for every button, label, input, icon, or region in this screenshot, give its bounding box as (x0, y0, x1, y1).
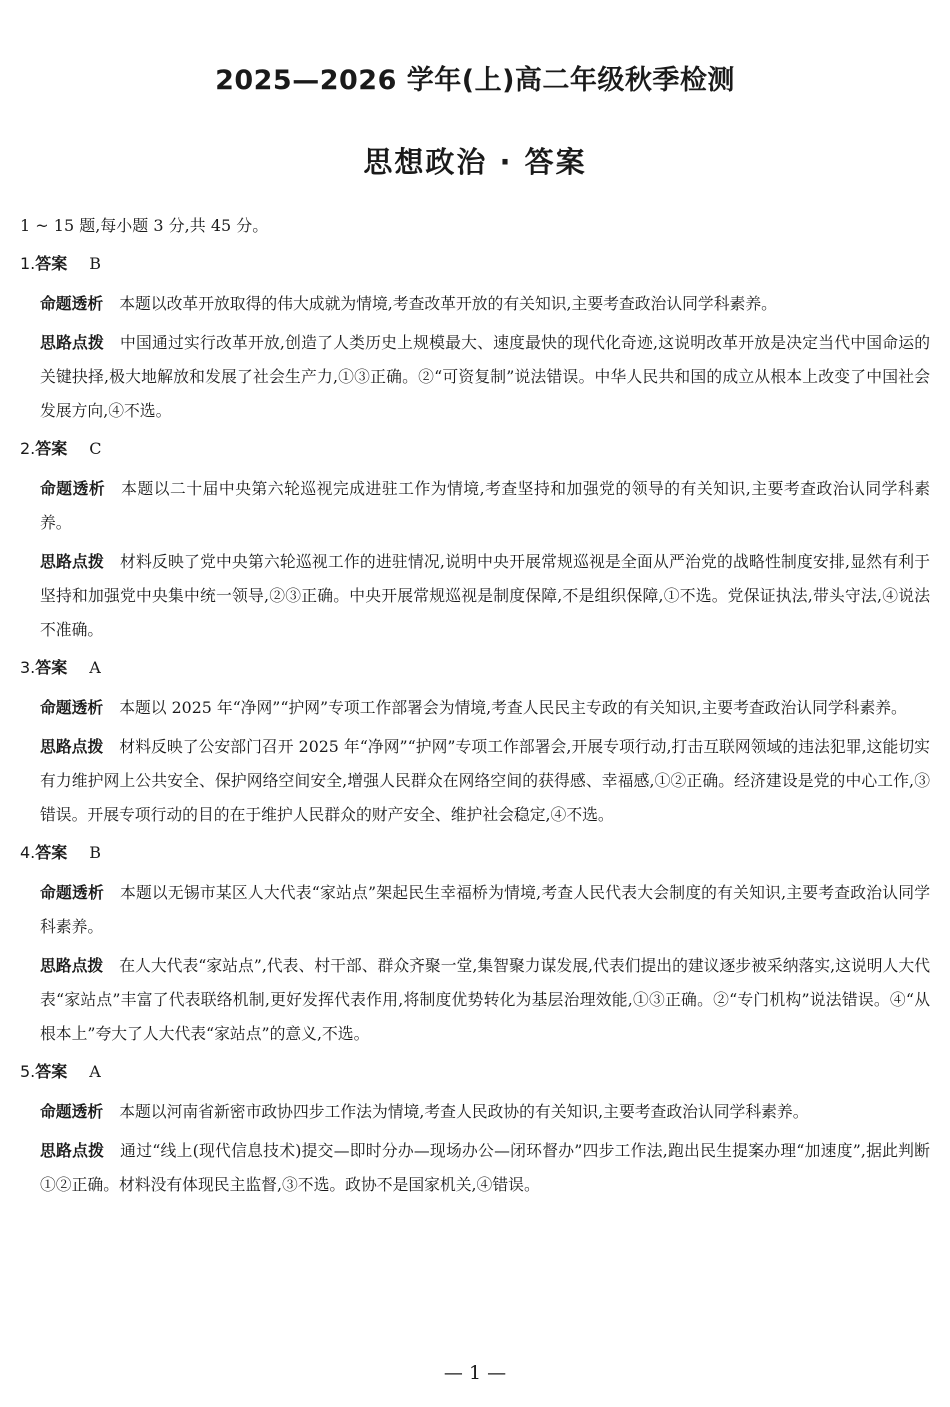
answer-value: A (89, 658, 101, 677)
hint-label: 思路点拨 (40, 552, 104, 571)
question-block (20, 434, 930, 647)
hint-text: 材料反映了公安部门召开 2025 年“净网”“护网”专项工作部署会,开展专项行动,打击互联网领域的违法犯罪,这能切实有力维护网上公共安全、保护网络空间安全,增强人民群众在网络空间的获得感、幸福感,①②正确。经济建设是党的中心工作,③错误。开展专项行动的目的在于维护人民群众的财产安全、维护社会稳定,④不选。 (40, 737, 930, 824)
hint-paragraph (20, 949, 930, 1051)
answer-label: 答案 (35, 658, 68, 677)
hint-text: 通过“线上(现代信息技术)提交—即时分办—现场办公—闭环督办”四步工作法,跑出民生提案办理“加速度”,据此判断①②正确。材料没有体现民主监督,③不选。政协不是国家机关,④错误。 (40, 1141, 930, 1194)
question-answer-line (20, 838, 930, 868)
answer-value: B (89, 254, 102, 273)
answer-label: 答案 (35, 1062, 68, 1081)
analysis-paragraph (20, 1095, 930, 1129)
hint-paragraph (20, 730, 930, 832)
analysis-label: 命题透析 (40, 883, 104, 902)
hint-label: 思路点拨 (40, 1141, 105, 1160)
analysis-text: 本题以二十届中央第六轮巡视完成进驻工作为情境,考查坚持和加强党的领导的有关知识,主要考查政治认同学科素养。 (40, 479, 930, 532)
question-answer-line (20, 653, 930, 683)
answer-value: A (89, 1062, 101, 1081)
analysis-text: 本题以河南省新密市政协四步工作法为情境,考查人民政协的有关知识,主要考查政治认同学科素养。 (119, 1102, 809, 1121)
analysis-text: 本题以无锡市某区人大代表“家站点”架起民生幸福桥为情境,考查人民代表大会制度的有关知识,主要考查政治认同学科素养。 (40, 883, 930, 936)
analysis-text: 本题以 2025 年“净网”“护网”专项工作部署会为情境,考查人民民主专政的有关知识,主要考查政治认同学科素养。 (119, 698, 907, 717)
analysis-paragraph (20, 287, 930, 321)
hint-text: 中国通过实行改革开放,创造了人类历史上规模最大、速度最快的现代化奇迹,这说明改革开放是决定当代中国命运的关键抉择,极大地解放和发展了社会生产力,①③正确。②“可资复制”说法错误。中华人民共和国的成立从根本上改变了中国社会发展方向,④不选。 (40, 333, 930, 420)
answer-value: C (89, 439, 102, 458)
question-number: 1. (20, 254, 36, 273)
document-subtitle: 思想政治 · 答案 (363, 145, 587, 179)
analysis-paragraph (20, 691, 930, 725)
page-number: — 1 — (443, 1362, 507, 1384)
document-title: 2025—2026 学年(上)高二年级秋季检测 (215, 65, 735, 96)
analysis-label: 命题透析 (40, 698, 104, 717)
question-number: 4. (20, 843, 36, 862)
analysis-label: 命题透析 (40, 479, 106, 498)
analysis-label: 命题透析 (40, 1102, 104, 1121)
hint-text: 材料反映了党中央第六轮巡视工作的进驻情况,说明中央开展常规巡视是全面从严治党的战略性制度安排,显然有利于坚持和加强党中央集中统一领导,②③正确。中央开展常规巡视是制度保障,不是组织保障,①不选。党保证执法,带头守法,④说法不准确。 (40, 552, 930, 639)
answer-label: 答案 (35, 254, 68, 273)
question-block (20, 249, 930, 428)
analysis-text: 本题以改革开放取得的伟大成就为情境,考查改革开放的有关知识,主要考查政治认同学科素养。 (119, 294, 777, 313)
hint-label: 思路点拨 (40, 333, 104, 352)
hint-paragraph (20, 1134, 930, 1202)
score-instruction: 1 ~ 15 题,每小题 3 分,共 45 分。 (20, 216, 269, 235)
question-block (20, 838, 930, 1051)
answer-label: 答案 (35, 843, 68, 862)
question-number: 5. (20, 1062, 36, 1081)
analysis-paragraph (20, 876, 930, 944)
question-answer-line (20, 249, 930, 279)
hint-label: 思路点拨 (40, 956, 104, 975)
analysis-paragraph (20, 472, 930, 540)
hint-paragraph (20, 545, 930, 647)
answer-label: 答案 (35, 439, 68, 458)
hint-paragraph (20, 326, 930, 428)
question-number: 2. (20, 439, 36, 458)
answer-content (20, 211, 930, 1208)
question-answer-line (20, 1057, 930, 1087)
answer-value: B (89, 843, 102, 862)
question-number: 3. (20, 658, 36, 677)
question-block (20, 653, 930, 832)
hint-text: 在人大代表“家站点”,代表、村干部、群众齐聚一堂,集智聚力谋发展,代表们提出的建议逐步被采纳落实,这说明人大代表“家站点”丰富了代表联络机制,更好发挥代表作用,将制度优势转化为基层治理效能,①③正确。②“专门机构”说法错误。④“从根本上”夸大了人大代表“家站点”的意义,不选。 (40, 956, 930, 1043)
analysis-label: 命题透析 (40, 294, 104, 313)
question-block (20, 1057, 930, 1202)
hint-label: 思路点拨 (40, 737, 104, 756)
question-answer-line (20, 434, 930, 464)
